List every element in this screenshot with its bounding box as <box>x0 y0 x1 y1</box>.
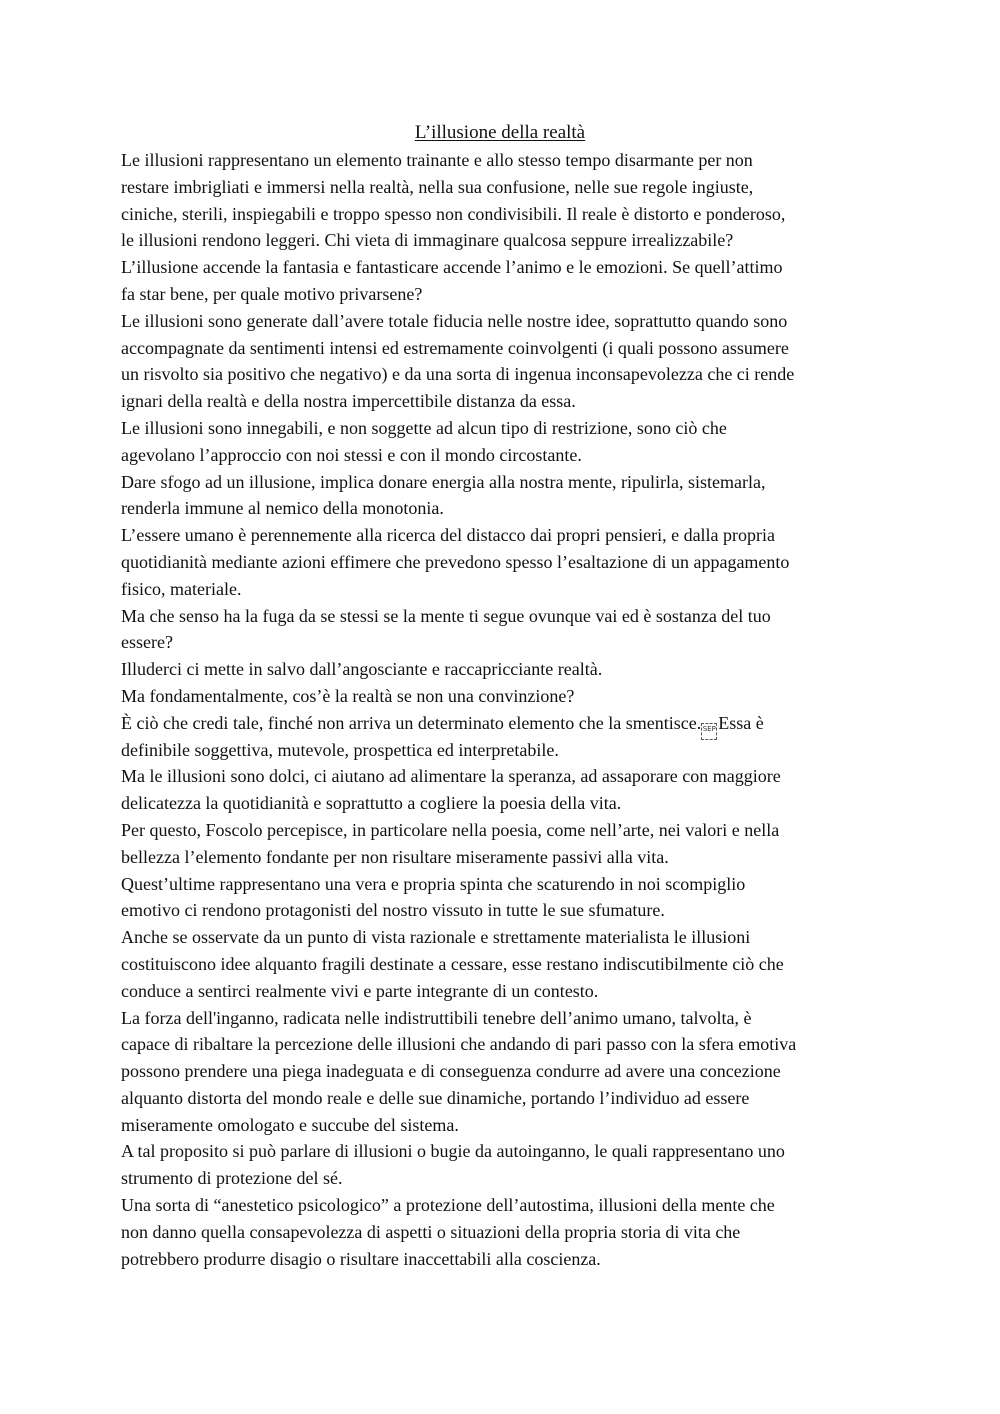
text-line: delicatezza la quotidianità e soprattutto a cogliere la poesia della vita. <box>121 793 622 814</box>
text-line: Le illusioni sono innegabili, e non soggette ad alcun tipo di restrizione, sono ciò che <box>121 417 727 438</box>
text-line: alquanto distorta del mondo reale e delle sue dinamiche, portando l’individuo ad essere <box>121 1087 750 1108</box>
text-line: Quest’ultime rappresentano una vera e propria spinta che scaturendo in noi scompiglio <box>121 873 746 894</box>
document-title: L’illusione della realtà <box>414 122 586 143</box>
text-line: L’essere umano è perennemente alla ricerca del distacco dai propri pensieri, e dalla propria <box>121 525 776 546</box>
text-line: Una sorta di “anestetico psicologico” a protezione dell’autostima, illusioni della mente che <box>121 1195 775 1216</box>
text-line: costituiscono idee alquanto fragili destinate a cessare, esse restano indiscutibilmente ciò che <box>121 953 784 974</box>
text-line: La forza dell'inganno, radicata nelle indistruttibili tenebre dell’animo umano, talvolta, è <box>121 1007 752 1028</box>
text-line: un risvolto sia positivo che negativo) e da una sorta di ingenua inconsapevolezza che ci rende <box>121 364 795 385</box>
text-line: non danno quella consapevolezza di aspetti o situazioni della propria storia di vita che <box>121 1221 741 1242</box>
text-line: fisico, materiale. <box>121 578 242 599</box>
text-line: agevolano l’approccio con noi stessi e con il mondo circostante. <box>121 444 582 465</box>
text-line: Le illusioni sono generate dall’avere totale fiducia nelle nostre idee, soprattutto quando sono <box>121 310 788 331</box>
text-line: renderla immune al nemico della monotonia. <box>121 498 444 519</box>
text-line: Illuderci ci mette in salvo dall’angosciante e raccapricciante realtà. <box>121 659 603 680</box>
text-line: miseramente omologato e succube del sistema. <box>121 1114 459 1135</box>
text-line: restare imbrigliati e immersi nella realtà, nella sua confusione, nelle sue regole ingiuste, <box>121 176 754 197</box>
text-line: potrebbero produrre disagio o risultare inaccettabili alla coscienza. <box>121 1248 601 1269</box>
text-line: ciniche, sterili, inspiegabili e troppo spesso non condivisibili. Il reale è distorto e ponderoso, <box>121 203 786 224</box>
text-line: capace di ribaltare la percezione delle illusioni che andando di pari passo con la sfera emotiva <box>121 1034 797 1055</box>
text-line: accompagnate da sentimenti intensi ed estremamente coinvolgenti (i quali possono assumere <box>121 337 789 358</box>
text-line: Ma che senso ha la fuga da se stessi se la mente ti segue ovunque vai ed è sostanza del tuo <box>121 605 771 626</box>
document-body <box>121 147 891 1272</box>
text-line: essere? <box>121 632 173 653</box>
text-line: definibile soggettiva, mutevole, prospettica ed interpretabile. <box>121 739 559 760</box>
text-line: A tal proposito si può parlare di illusioni o bugie da autoinganno, le quali rappresentano uno <box>121 1141 785 1162</box>
text-line: fa star bene, per quale motivo privarsene? <box>121 283 423 304</box>
text-line: L’illusione accende la fantasia e fantasticare accende l’animo e le emozioni. Se quell’attimo <box>121 257 783 278</box>
text-line: Ma le illusioni sono dolci, ci aiutano ad alimentare la speranza, ad assaporare con maggiore <box>121 766 781 787</box>
text-line: Le illusioni rappresentano un elemento trainante e allo stesso tempo disarmante per non <box>121 150 753 170</box>
text-line: conduce a sentirci realmente vivi e parte integrante di un contesto. <box>121 980 599 1001</box>
text-line: bellezza l’elemento fondante per non risultare miseramente passivi alla vita. <box>121 846 669 867</box>
text-line: Anche se osservate da un punto di vista razionale e strettamente materialista le illusioni <box>121 927 751 948</box>
text-line: possono prendere una piega inadeguata e di conseguenza condurre ad avere una concezione <box>121 1061 781 1082</box>
text-segment: È ciò che credi tale, finché non arriva un determinato elemento che la smentisce. <box>121 712 702 733</box>
text-line: quotidianità mediante azioni effimere che prevedono spesso l’esaltazione di un appagamento <box>121 551 790 572</box>
text-line: le illusioni rendono leggeri. Chi vieta di immaginare qualcosa seppure irrealizzabile? <box>121 230 734 251</box>
text-line: emotivo ci rendono protagonisti del nostro vissuto in tutte le sue sfumature. <box>121 900 665 921</box>
text-line: strumento di protezione del sé. <box>121 1168 343 1189</box>
text-line-with-separator <box>121 710 891 737</box>
text-line: Dare sfogo ad un illusione, implica donare energia alla nostra mente, ripulirla, sistemarla, <box>121 471 766 492</box>
text-line: Ma fondamentalmente, cos’è la realtà se non una convinzione? <box>121 685 575 706</box>
text-segment: Essa è <box>718 712 764 733</box>
text-line: Per questo, Foscolo percepisce, in particolare nella poesia, come nell’arte, nei valori e nella <box>121 819 780 840</box>
text-line: ignari della realtà e della nostra impercettibile distanza da essa. <box>121 391 576 412</box>
separator-icon: SEP <box>701 723 717 740</box>
